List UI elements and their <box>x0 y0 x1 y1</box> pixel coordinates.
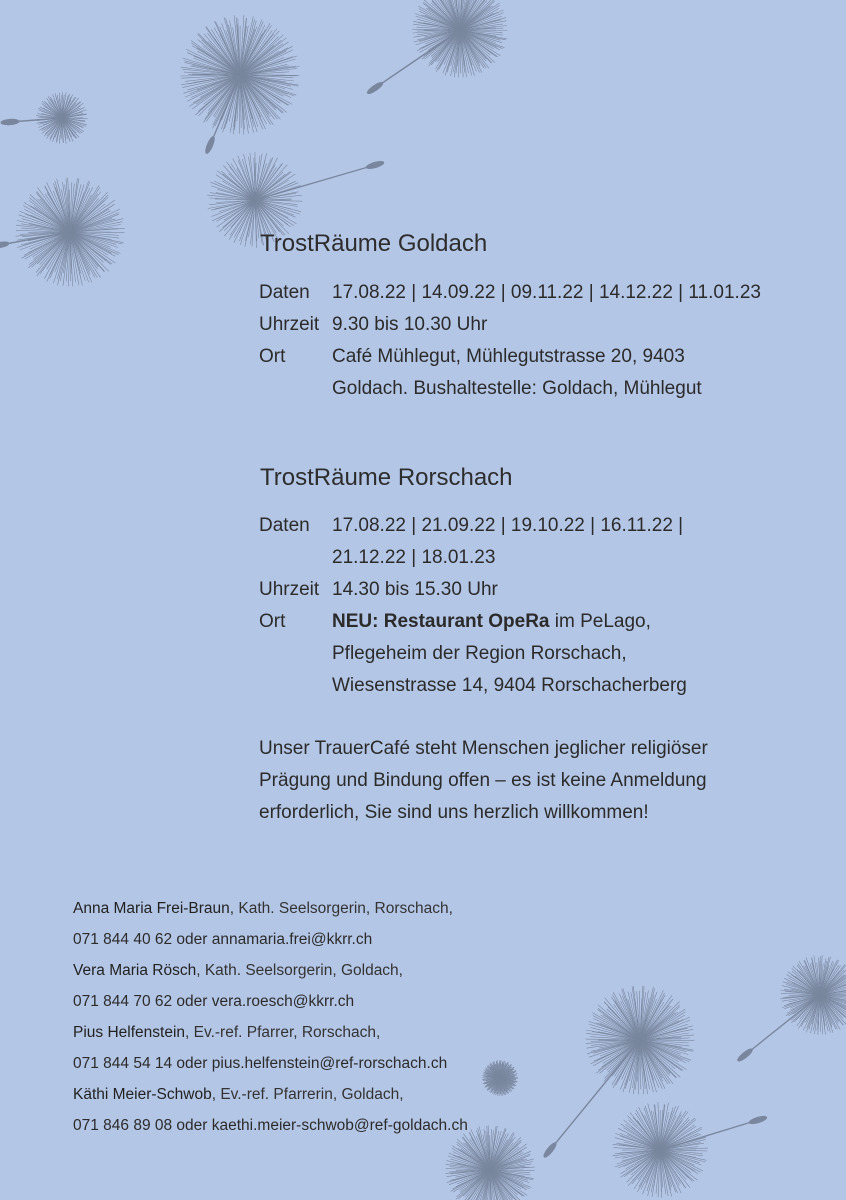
dandelion-seed <box>366 0 507 95</box>
goldach-dates: 17.08.22 | 14.09.22 | 09.11.22 | 14.12.22 | 11.01.23 <box>332 282 761 303</box>
goldach-location: Café Mühlegut, Mühlegutstrasse 20, 9403 Goldach. Bushaltestelle: Goldach, Mühlegut <box>332 346 702 399</box>
dandelion-seed <box>1 92 88 144</box>
rorschach-time-row <box>259 574 762 606</box>
location-label: Ort <box>259 611 286 632</box>
time-label: Uhrzeit <box>259 579 320 600</box>
rorschach-location-row <box>259 606 727 702</box>
goldach-location-row <box>259 341 702 405</box>
goldach-time-row <box>259 309 762 341</box>
rorschach-location <box>332 606 727 702</box>
dandelion-seed <box>0 177 125 286</box>
contact-item <box>73 893 633 955</box>
contact-role: , Kath. Seelsorgerin, Goldach, <box>196 962 403 979</box>
goldach-dates-row <box>259 277 772 309</box>
dandelion-seed <box>180 15 299 154</box>
dates-label: Daten <box>259 282 310 303</box>
dandelion-seed <box>736 955 846 1062</box>
contact-role: , Ev.-ref. Pfarrerin, Goldach, <box>211 1086 404 1103</box>
dates-label: Daten <box>259 515 310 536</box>
contact-details: 071 844 40 62 oder annamaria.frei@kkrr.ch <box>73 931 373 948</box>
location-label: Ort <box>259 346 286 367</box>
contact-name: Pius Helfenstein <box>73 1024 186 1041</box>
new-location-highlight: NEU: Restaurant OpeRa <box>332 611 550 632</box>
contact-name: Vera Maria Rösch <box>73 962 197 979</box>
rorschach-time: 14.30 bis 15.30 Uhr <box>332 579 498 600</box>
time-label: Uhrzeit <box>259 314 320 335</box>
contact-name: Anna Maria Frei-Braun <box>73 900 230 917</box>
contact-role: , Ev.-ref. Pfarrer, Rorschach, <box>185 1024 381 1041</box>
section-title-rorschach: TrostRäume Rorschach <box>260 464 513 491</box>
contacts-list <box>73 893 633 1141</box>
dandelion-seed <box>612 1102 767 1198</box>
contact-details: 071 844 70 62 oder vera.roesch@kkrr.ch <box>73 993 355 1010</box>
contact-item <box>73 1017 633 1079</box>
goldach-time: 9.30 bis 10.30 Uhr <box>332 314 488 335</box>
contact-name: Käthi Meier-Schwob <box>73 1086 212 1103</box>
rorschach-dates: 17.08.22 | 21.09.22 | 19.10.22 | 16.11.22 | 21.12.22 | 18.01.23 <box>332 515 684 568</box>
intro-text: Unser TrauerCafé steht Menschen jeglicher religiöser Prägung und Bindung offen – es ist keine Anmeldung erforderlich, Sie sind uns herzlich willkommen! <box>259 738 708 823</box>
contact-item <box>73 1079 633 1141</box>
section-title-goldach: TrostRäume Goldach <box>260 230 488 257</box>
contact-details: 071 846 89 08 oder kaethi.meier-schwob@ref-goldach.ch <box>73 1117 468 1134</box>
contact-details: 071 844 54 14 oder pius.helfenstein@ref-rorschach.ch <box>73 1055 448 1072</box>
rorschach-dates-row <box>259 510 752 574</box>
rorschach-location-text: im PeLago, Pflegeheim der Region Rorschach, Wiesenstrasse 14, 9404 Rorschacherberg <box>332 611 687 696</box>
contact-role: , Kath. Seelsorgerin, Rorschach, <box>229 900 453 917</box>
contact-item <box>73 955 633 1017</box>
